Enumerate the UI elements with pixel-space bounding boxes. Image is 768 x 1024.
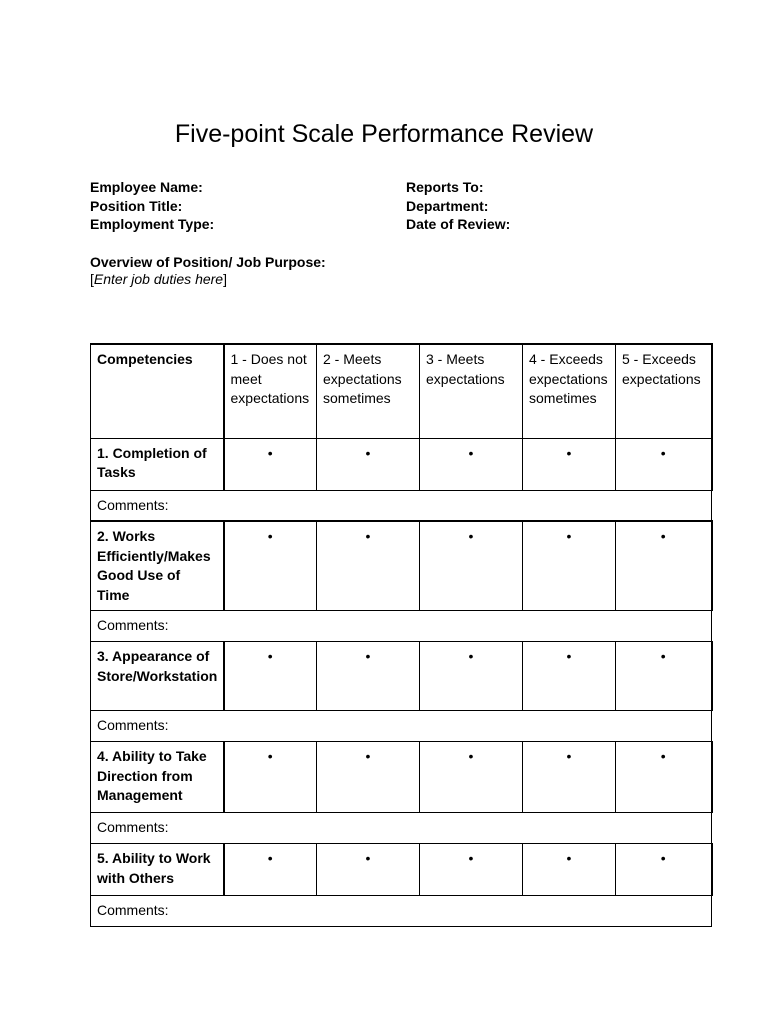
comments-field[interactable]: Comments: [91,896,712,927]
rating-option-4[interactable]: • [523,844,616,896]
rating-option-2[interactable]: • [317,521,420,611]
competency-name: 3. Appearance of Store/Workstation [91,642,224,711]
rating-option-3[interactable]: • [420,642,523,711]
table-row [91,521,712,611]
placeholder-open-bracket: [ [90,271,94,287]
employee-name-label: Employee Name: [90,179,203,195]
rating-option-5[interactable]: • [616,521,712,611]
competency-rating-table [90,343,713,927]
comments-field[interactable]: Comments: [91,490,712,521]
rating-option-4[interactable]: • [523,742,616,813]
table-row [91,844,712,896]
table-row [91,742,712,813]
header-rating-4: 4 - Exceeds expectations sometimes [523,344,616,438]
rating-option-1[interactable]: • [224,844,317,896]
rating-option-2[interactable]: • [317,742,420,813]
rating-option-1[interactable]: • [224,742,317,813]
competency-name: 4. Ability to Take Direction from Management [91,742,224,813]
comments-row [91,896,712,927]
rating-option-3[interactable]: • [420,844,523,896]
rating-option-2[interactable]: • [317,642,420,711]
rating-option-1[interactable]: • [224,438,317,490]
header-rating-1: 1 - Does not meet expectations [224,344,317,438]
placeholder-close-bracket: ] [223,271,227,287]
comments-row [91,490,712,521]
rating-option-5[interactable]: • [616,742,712,813]
rating-option-4[interactable]: • [523,642,616,711]
header-rating-5: 5 - Exceeds expectations [616,344,712,438]
department-label: Department: [406,197,489,214]
comments-field[interactable]: Comments: [91,813,712,844]
rating-option-1[interactable]: • [224,521,317,611]
overview-section [90,254,326,288]
header-rating-2: 2 - Meets expectations sometimes [317,344,420,438]
rating-option-2[interactable]: • [317,844,420,896]
competency-name: 1. Completion of Tasks [91,438,224,490]
rating-option-1[interactable]: • [224,642,317,711]
competency-name: 5. Ability to Work with Others [91,844,224,896]
header-rating-3: 3 - Meets expectations [420,344,523,438]
job-duties-placeholder [90,271,326,288]
position-title-label: Position Title: [90,197,183,214]
rating-option-3[interactable]: • [420,438,523,490]
comments-row [91,611,712,642]
rating-option-5[interactable]: • [616,844,712,896]
comments-row [91,711,712,742]
reports-to-label: Reports To: [406,179,484,195]
rating-option-5[interactable]: • [616,642,712,711]
page-title: Five-point Scale Performance Review [174,120,594,148]
comments-field[interactable]: Comments: [91,711,712,742]
rating-option-4[interactable]: • [523,521,616,611]
rating-option-4[interactable]: • [523,438,616,490]
overview-heading: Overview of Position/ Job Purpose: [90,254,326,270]
employee-info-left [90,178,214,234]
rating-option-3[interactable]: • [420,521,523,611]
comments-row [91,813,712,844]
table-row [91,438,712,490]
competency-name: 2. Works Efficiently/Makes Good Use of Time [91,521,224,611]
comments-field[interactable]: Comments: [91,611,712,642]
rating-option-5[interactable]: • [616,438,712,490]
rating-option-3[interactable]: • [420,742,523,813]
header-competencies: Competencies [91,344,224,438]
employment-type-label: Employment Type: [90,216,215,232]
table-row [91,642,712,711]
placeholder-text: Enter job duties here [93,271,224,287]
date-of-review-label: Date of Review: [406,216,511,232]
employee-info-right [406,178,510,234]
table-header-row [91,344,712,438]
rating-option-2[interactable]: • [317,438,420,490]
